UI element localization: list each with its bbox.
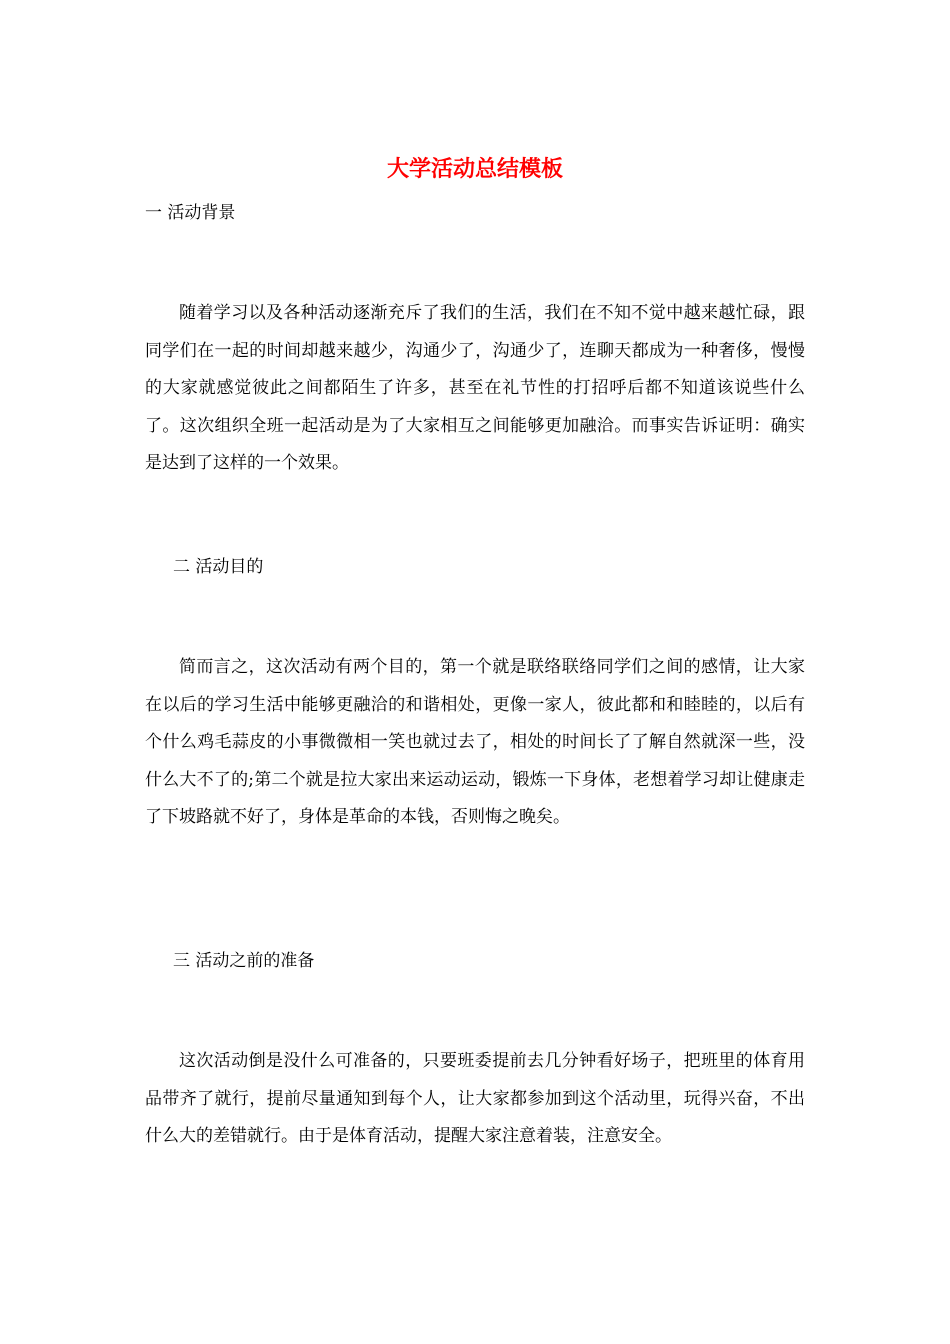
section-body-preparation: 这次活动倒是没什么可准备的，只要班委提前去几分钟看好场子，把班里的体育用品带齐了就行，提前尽量通知到每个人，让大家都参加到这个活动里，玩得兴奋，不出什么大的差错就行。由于是体育活动，提醒大家注意着装，注意安全。 xyxy=(145,1051,805,1146)
document-title: 大学活动总结模板 xyxy=(386,156,563,182)
section-heading-preparation: 三 活动之前的准备 xyxy=(173,951,315,971)
section-heading-background: 一 活动背景 xyxy=(145,203,236,223)
section-body-background: 随着学习以及各种活动逐渐充斥了我们的生活，我们在不知不觉中越来越忙碌，跟同学们在一起的时间却越来越少，沟通少了，沟通少了，连聊天都成为一种奢侈，慢慢的大家就感觉彼此之间都陌生了许多，甚至在礼节性的打招呼后都不知道该说些什么了。这次组织全班一起活动是为了大家相互之间能够更加融洽。而事实告诉证明：确实是达到了这样的一个效果。 xyxy=(145,303,805,473)
section-body-purpose: 简而言之，这次活动有两个目的，第一个就是联络联络同学们之间的感情，让大家在以后的学习生活中能够更融洽的和谐相处，更像一家人，彼此都和和睦睦的，以后有个什么鸡毛蒜皮的小事微微相一笑也就过去了，相处的时间长了了解自然就深一些，没什么大不了的;第二个就是拉大家出来运动运动，锻炼一下身体，老想着学习却让健康走了下坡路就不好了，身体是革命的本钱，否则悔之晚矣。 xyxy=(145,657,805,827)
section-heading-purpose: 二 活动目的 xyxy=(173,557,264,577)
